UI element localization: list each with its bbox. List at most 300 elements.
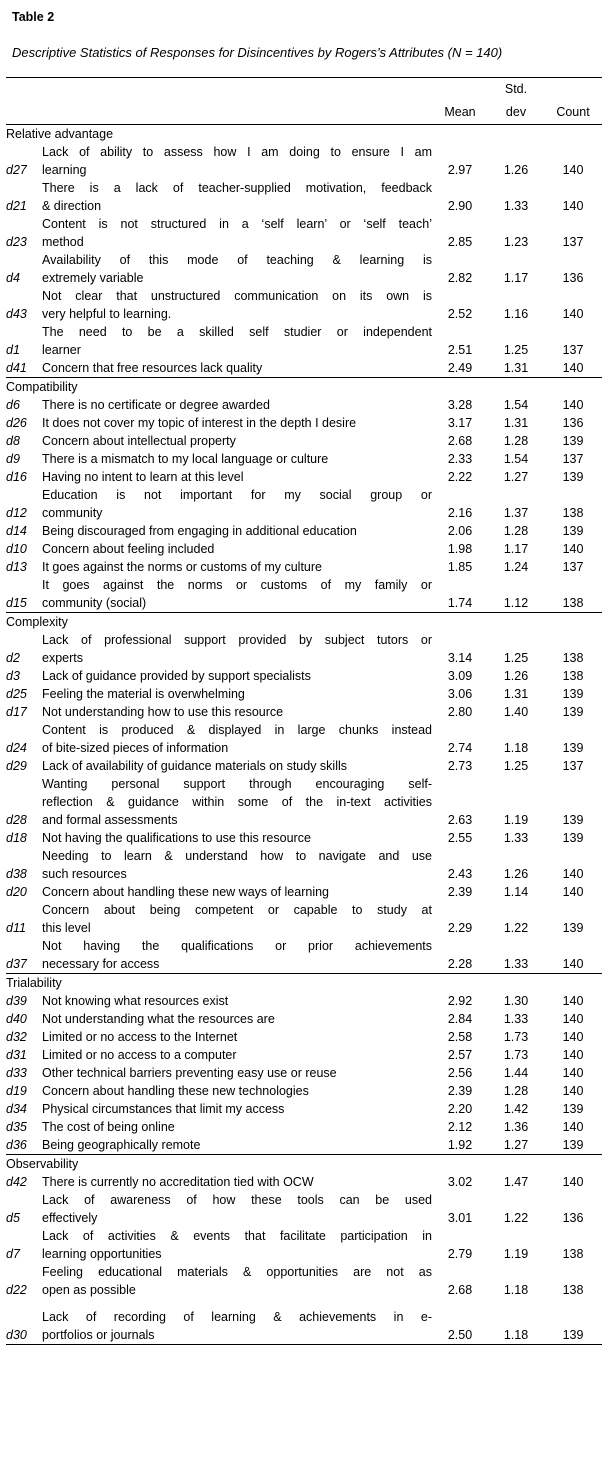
item-description (42, 522, 432, 540)
description-line: Having no intent to learn at this level (42, 470, 244, 484)
mean-value: 3.01 (447, 1211, 473, 1225)
item-code: d26 (6, 416, 27, 430)
description-line: experts (42, 651, 83, 665)
description-line: Concern about intellectual property (42, 434, 236, 448)
item-code: d22 (6, 1283, 27, 1297)
description-line: Limited or no access to a computer (42, 1048, 237, 1062)
mean-header: Mean (432, 101, 488, 125)
item-description (42, 992, 432, 1010)
item-code: d27 (6, 163, 27, 177)
item-description (42, 486, 432, 522)
item-code: d16 (6, 470, 27, 484)
description-header (42, 101, 432, 125)
item-description (42, 829, 432, 847)
count-value: 139 (562, 687, 584, 701)
table-row (6, 1082, 602, 1100)
count-value: 137 (562, 452, 584, 466)
count-value: 140 (562, 1030, 584, 1044)
item-code: d13 (6, 560, 27, 574)
item-description (42, 883, 432, 901)
count-value: 140 (562, 1084, 584, 1098)
item-description (42, 1028, 432, 1046)
std-dev-value: 1.42 (503, 1102, 529, 1116)
item-description (42, 703, 432, 721)
description-line: community (social) (42, 596, 147, 610)
table-row (6, 287, 602, 323)
description-line: There is currently no accreditation tied with OCW (42, 1175, 314, 1189)
table-row (6, 522, 602, 540)
table-row (6, 359, 602, 378)
std-dev-value: 1.31 (503, 687, 529, 701)
item-description (42, 1046, 432, 1064)
item-description (42, 685, 432, 703)
description-line: learning opportunities (42, 1247, 162, 1261)
section-header-row (6, 378, 602, 397)
std-dev-header-line2: dev (488, 101, 544, 125)
mean-value: 2.74 (447, 741, 473, 755)
item-description (42, 1100, 432, 1118)
table-row (6, 1064, 602, 1082)
std-dev-value: 1.37 (503, 506, 529, 520)
count-value: 140 (562, 542, 584, 556)
item-description (42, 1191, 432, 1227)
std-dev-value: 1.18 (488, 1308, 544, 1345)
std-dev-value: 1.28 (503, 1084, 529, 1098)
description-line: Needing to learn & understand how to navigate and use (42, 849, 432, 863)
std-dev-value: 1.17 (503, 542, 529, 556)
item-code: d28 (6, 813, 27, 827)
description-line: necessary for access (42, 957, 160, 971)
table-row (6, 414, 602, 432)
count-value: 136 (562, 271, 584, 285)
description-line: There is a mismatch to my local language or culture (42, 452, 329, 466)
description-line: There is a lack of teacher-supplied motivation, feedback (42, 181, 432, 195)
table-row (6, 1010, 602, 1028)
item-code: d31 (6, 1048, 27, 1062)
count-value: 140 (562, 1066, 584, 1080)
item-description (42, 1263, 432, 1299)
item-code: d14 (6, 524, 27, 538)
mean-value: 2.22 (447, 470, 473, 484)
description-line: learner (42, 343, 81, 357)
table-row (6, 1308, 602, 1345)
item-code: d11 (6, 921, 26, 935)
item-description (42, 721, 432, 757)
description-line: Being geographically remote (42, 1138, 201, 1152)
section-title-observability: Observability (6, 1155, 602, 1174)
mean-value: 2.57 (447, 1048, 473, 1062)
item-code: d4 (6, 271, 20, 285)
mean-value: 2.55 (447, 831, 473, 845)
count-spacer (544, 78, 602, 102)
description-line: such resources (42, 867, 127, 881)
mean-value: 3.28 (447, 398, 473, 412)
table-row (6, 775, 602, 829)
mean-value: 1.98 (447, 542, 473, 556)
std-dev-value: 1.33 (503, 199, 529, 213)
item-code: d41 (6, 361, 27, 375)
description-line: Education is not important for my social group or (42, 488, 432, 502)
count-value: 138 (562, 506, 584, 520)
description-line: Not understanding what the resources are (42, 1012, 275, 1026)
std-dev-value: 1.22 (503, 1211, 529, 1225)
table-row (6, 685, 602, 703)
table-row (6, 540, 602, 558)
table-caption: Descriptive Statistics of Responses for Disincentives by Rogers’s Attributes (N = 140) (12, 45, 503, 60)
table-number: Table 2 (12, 10, 55, 24)
table-row (6, 847, 602, 883)
description-line: It goes against the norms or customs of my culture (42, 560, 322, 574)
item-code: d23 (6, 235, 27, 249)
row-spacer (6, 1299, 602, 1308)
mean-value: 1.74 (447, 596, 473, 610)
description-line: portfolios or journals (42, 1328, 155, 1342)
table-row (6, 1191, 602, 1227)
count-value: 140 (562, 199, 584, 213)
count-value: 138 (562, 596, 584, 610)
table-row (6, 432, 602, 450)
std-dev-value: 1.17 (503, 271, 529, 285)
table-header-row-top (6, 78, 602, 102)
table-row (6, 450, 602, 468)
count-value: 138 (562, 1247, 584, 1261)
std-dev-value: 1.26 (503, 669, 529, 683)
description-line: Lack of professional support provided by subject tutors or (42, 633, 432, 647)
table-row (6, 1118, 602, 1136)
table-row (6, 1173, 602, 1191)
item-description (42, 631, 432, 667)
section-title-trialability: Trialability (6, 974, 602, 993)
std-dev-value: 1.33 (503, 831, 529, 845)
item-code: d10 (6, 542, 27, 556)
table-row (6, 829, 602, 847)
item-description (42, 667, 432, 685)
std-dev-value: 1.73 (503, 1048, 529, 1062)
item-description (42, 251, 432, 287)
item-code: d17 (6, 705, 27, 719)
count-value: 139 (562, 705, 584, 719)
std-dev-value: 1.31 (503, 361, 529, 375)
item-code: d35 (6, 1120, 27, 1134)
description-line: effectively (42, 1211, 98, 1225)
item-code: d25 (6, 687, 27, 701)
item-code: d2 (6, 651, 20, 665)
item-code: d21 (6, 199, 27, 213)
count-value: 138 (562, 651, 584, 665)
mean-value: 2.97 (447, 163, 473, 177)
table-row (6, 1028, 602, 1046)
std-dev-value: 1.18 (503, 1283, 529, 1297)
description-line: Limited or no access to the Internet (42, 1030, 238, 1044)
description-line: Not knowing what resources exist (42, 994, 229, 1008)
description-line: Being discouraged from engaging in additional education (42, 524, 357, 538)
mean-value: 2.85 (447, 235, 473, 249)
table-row (6, 468, 602, 486)
item-description (42, 576, 432, 613)
mean-value: 2.39 (447, 885, 473, 899)
item-description (42, 558, 432, 576)
item-code: d30 (6, 1308, 42, 1345)
count-value: 139 (562, 831, 584, 845)
item-description (42, 901, 432, 937)
description-line: extremely variable (42, 271, 144, 285)
mean-value: 2.52 (447, 307, 473, 321)
std-dev-value: 1.30 (503, 994, 529, 1008)
mean-spacer (432, 78, 488, 102)
item-description (42, 287, 432, 323)
item-code: d12 (6, 506, 27, 520)
mean-value: 2.33 (447, 452, 473, 466)
section-header-row (6, 1155, 602, 1174)
description-line: Concern that free resources lack quality (42, 361, 263, 375)
item-code: d33 (6, 1066, 27, 1080)
mean-value: 2.43 (447, 867, 473, 881)
description-line: Feeling educational materials & opportunities are not as (42, 1265, 432, 1279)
std-dev-header-line1: Std. (488, 78, 544, 102)
item-code: d6 (6, 398, 20, 412)
table-row (6, 1046, 602, 1064)
count-value: 140 (562, 307, 584, 321)
item-code: d15 (6, 596, 27, 610)
table-row (6, 631, 602, 667)
item-description (42, 143, 432, 179)
count-value: 139 (544, 1308, 602, 1345)
count-value: 140 (562, 885, 584, 899)
item-description (42, 757, 432, 775)
mean-value: 2.56 (447, 1066, 473, 1080)
std-dev-value: 1.19 (503, 1247, 529, 1261)
item-code: d9 (6, 452, 20, 466)
description-line: of bite-sized pieces of information (42, 741, 229, 755)
item-description (42, 1010, 432, 1028)
description-line: It does not cover my topic of interest in the depth I desire (42, 416, 357, 430)
table-row (6, 757, 602, 775)
std-dev-value: 1.40 (503, 705, 529, 719)
std-dev-value: 1.25 (503, 759, 529, 773)
std-dev-value: 1.23 (503, 235, 529, 249)
mean-value: 3.02 (447, 1175, 473, 1189)
item-description (42, 1308, 432, 1345)
section-title-compatibility: Compatibility (6, 378, 602, 397)
std-dev-value: 1.27 (503, 470, 529, 484)
std-dev-value: 1.26 (503, 163, 529, 177)
item-description (42, 396, 432, 414)
item-code: d39 (6, 994, 27, 1008)
count-value: 139 (562, 470, 584, 484)
item-code: d7 (6, 1247, 20, 1261)
description-line: Content is produced & displayed in large chunks instead (42, 723, 432, 737)
description-line: Feeling the material is overwhelming (42, 687, 245, 701)
item-code: d1 (6, 343, 20, 357)
item-code: d43 (6, 307, 27, 321)
item-description (42, 775, 432, 829)
mean-value: 3.06 (447, 687, 473, 701)
count-value: 139 (562, 1138, 584, 1152)
description-line: Content is not structured in a ‘self learn’ or ‘self teach’ (42, 217, 432, 231)
mean-value: 2.63 (447, 813, 473, 827)
item-description (42, 215, 432, 251)
description-line: reflection & guidance within some of the in-text activities (42, 795, 432, 809)
mean-value: 2.49 (447, 361, 473, 375)
mean-value: 3.09 (447, 669, 473, 683)
item-code: d3 (6, 669, 20, 683)
item-code: d40 (6, 1012, 27, 1026)
count-value: 139 (562, 741, 584, 755)
count-value: 140 (562, 361, 584, 375)
section-title-relative-advantage: Relative advantage (6, 127, 114, 141)
item-code: d38 (6, 867, 27, 881)
table-row (6, 992, 602, 1010)
item-description (42, 414, 432, 432)
item-description (42, 937, 432, 974)
description-line: Concern about being competent or capable to study at (42, 903, 432, 917)
count-value: 140 (562, 1012, 584, 1026)
count-value: 140 (562, 994, 584, 1008)
mean-value: 2.12 (447, 1120, 473, 1134)
mean-value: 2.20 (447, 1102, 473, 1116)
description-line: Lack of activities & events that facilitate participation in (42, 1229, 432, 1243)
std-dev-value: 1.47 (503, 1175, 529, 1189)
section-header-row (6, 974, 602, 993)
table-row (6, 901, 602, 937)
item-code: d36 (6, 1138, 27, 1152)
mean-value: 2.58 (447, 1030, 473, 1044)
mean-value: 1.92 (447, 1138, 473, 1152)
std-dev-value: 1.25 (503, 651, 529, 665)
std-dev-value: 1.28 (503, 524, 529, 538)
description-line: Not understanding how to use this resource (42, 705, 284, 719)
count-value: 140 (562, 1120, 584, 1134)
item-description (42, 1227, 432, 1263)
description-line: Physical circumstances that limit my access (42, 1102, 285, 1116)
std-dev-value: 1.26 (503, 867, 529, 881)
table-row (6, 1100, 602, 1118)
item-code: d19 (6, 1084, 27, 1098)
table-row (6, 486, 602, 522)
description-line: Wanting personal support through encouraging self- (42, 777, 432, 791)
description-line: Lack of awareness of how these tools can be used (42, 1193, 432, 1207)
count-header: Count (544, 101, 602, 125)
item-code: d5 (6, 1211, 20, 1225)
std-dev-value: 1.24 (503, 560, 529, 574)
table-header-row (6, 101, 602, 125)
mean-value: 1.85 (447, 560, 473, 574)
std-dev-value: 1.54 (503, 398, 529, 412)
item-code: d32 (6, 1030, 27, 1044)
std-dev-value: 1.16 (503, 307, 529, 321)
count-value: 140 (562, 957, 584, 971)
count-value: 138 (562, 1283, 584, 1297)
mean-value: 2.79 (447, 1247, 473, 1261)
count-value: 137 (562, 235, 584, 249)
table-row (6, 215, 602, 251)
item-description (42, 323, 432, 359)
count-value: 139 (562, 434, 584, 448)
description-line: Lack of availability of guidance materials on study skills (42, 759, 348, 773)
count-value: 137 (562, 759, 584, 773)
item-description (42, 1082, 432, 1100)
std-dev-value: 1.22 (503, 921, 529, 935)
std-dev-value: 1.28 (503, 434, 529, 448)
table-row (6, 323, 602, 359)
description-line: community (42, 506, 103, 520)
item-description (42, 847, 432, 883)
table-row (6, 396, 602, 414)
table-row (6, 1227, 602, 1263)
count-value: 140 (562, 1048, 584, 1062)
count-value: 140 (562, 163, 584, 177)
mean-value: 2.16 (447, 506, 473, 520)
item-code: d37 (6, 957, 27, 971)
item-description (42, 179, 432, 215)
section-header-row (6, 613, 602, 632)
item-description (42, 468, 432, 486)
count-value: 139 (562, 1102, 584, 1116)
mean-value: 2.06 (447, 524, 473, 538)
description-line: Lack of guidance provided by support specialists (42, 669, 311, 683)
std-dev-value: 1.44 (503, 1066, 529, 1080)
mean-value: 2.82 (447, 271, 473, 285)
item-description (42, 1173, 432, 1191)
std-dev-value: 1.19 (503, 813, 529, 827)
mean-value: 2.68 (447, 1283, 473, 1297)
description-line: It goes against the norms or customs of my family or (42, 578, 432, 592)
item-code: d34 (6, 1102, 27, 1116)
description-line: Concern about handling these new technologies (42, 1084, 309, 1098)
table-row (6, 883, 602, 901)
description-line: Not having the qualifications to use this resource (42, 831, 311, 845)
section-title-complexity: Complexity (6, 613, 602, 632)
table-row (6, 703, 602, 721)
mean-value: 2.39 (447, 1084, 473, 1098)
description-line: Not clear that unstructured communication on its own is (42, 289, 432, 303)
table-row (6, 143, 602, 179)
mean-value: 2.28 (447, 957, 473, 971)
item-code: d18 (6, 831, 27, 845)
item-code: d29 (6, 759, 27, 773)
table-row (6, 1136, 602, 1155)
std-dev-value: 1.18 (503, 741, 529, 755)
item-code: d8 (6, 434, 20, 448)
mean-value: 3.14 (447, 651, 473, 665)
description-line: learning (42, 163, 87, 177)
std-dev-value: 1.25 (503, 343, 529, 357)
mean-value: 2.92 (447, 994, 473, 1008)
item-description (42, 1136, 432, 1155)
std-dev-value: 1.33 (503, 1012, 529, 1026)
description-line: Concern about handling these new ways of learning (42, 885, 329, 899)
item-code: d20 (6, 885, 27, 899)
description-line: Not having the qualifications or prior achievements (42, 939, 432, 953)
description-line: The need to be a skilled self studier or independent (42, 325, 432, 339)
table-row (6, 576, 602, 613)
count-value: 140 (562, 867, 584, 881)
description-line: method (42, 235, 84, 249)
table-row (6, 558, 602, 576)
table-row (6, 251, 602, 287)
mean-value: 3.17 (447, 416, 473, 430)
mean-value: 2.51 (447, 343, 473, 357)
std-dev-value: 1.54 (503, 452, 529, 466)
item-description (42, 450, 432, 468)
std-dev-value: 1.14 (503, 885, 529, 899)
mean-value: 2.50 (432, 1308, 488, 1345)
description-line: & direction (42, 199, 102, 213)
mean-value: 2.73 (447, 759, 473, 773)
mean-value: 2.80 (447, 705, 473, 719)
description-line: Concern about feeling included (42, 542, 215, 556)
description-line: There is no certificate or degree awarded (42, 398, 270, 412)
